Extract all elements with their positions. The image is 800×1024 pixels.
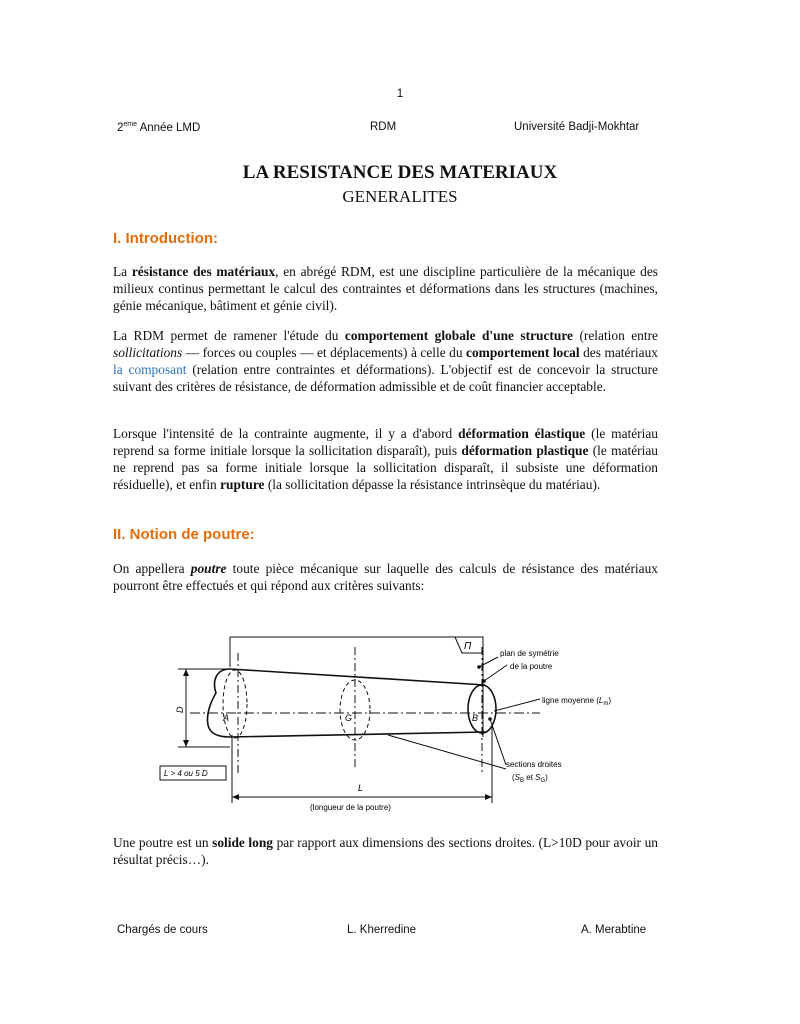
leader-dot: [482, 679, 486, 683]
italic-term: sollicitations: [113, 345, 183, 360]
axis-label: ligne moyenne $(L_m)$: [542, 696, 612, 707]
leader-axis: [494, 699, 540, 711]
pi-label: Π: [464, 641, 472, 652]
text-run: (relation entre contraintes et déformations). L'objectif est de concevoir la structure suivant des critères de résistance, de déformation admissible et de coût financier acceptable.: [113, 362, 658, 394]
header-university: Université Badji-Mokhtar: [514, 121, 640, 133]
page-number: 1: [396, 86, 404, 100]
footer-left: Chargés de cours: [117, 924, 208, 936]
text-run: La RDM permet de ramener l'étude du: [113, 328, 345, 343]
bold-term: déformation élastique: [458, 426, 586, 441]
arrow-up: [183, 669, 189, 676]
bold-term: comportement globale d'une structure: [344, 328, 573, 343]
text-run: La: [113, 264, 132, 279]
text-run: Lorsque l'intensité de la contrainte augmente, il y a d'abord: [113, 426, 459, 441]
header-year-number: 2: [117, 121, 124, 134]
footer-middle: L. Kherredine: [347, 924, 417, 936]
point-g-label: G: [345, 713, 353, 723]
length-symbol: L: [358, 783, 364, 793]
bold-term: rupture: [220, 477, 265, 492]
text-run: — forces ou couples — et déplacements) à celle du: [182, 345, 467, 360]
paragraph-poutre-1: [113, 560, 658, 594]
beam-diagram: [150, 625, 610, 825]
point-b-label: B: [472, 713, 479, 723]
header-year-text: Année LMD: [137, 121, 201, 134]
text-run: (relation entre: [573, 328, 658, 343]
text-run: des matériaux: [579, 345, 658, 360]
text-run: (la sollicitation dépasse la résistance intrinsèque du matériau).: [264, 477, 601, 492]
paragraph-poutre-2: [113, 834, 658, 868]
sections-label-line2: ($S_B$ et $S_G$): [512, 773, 548, 784]
paragraph-intro-1: [113, 263, 658, 314]
header-course: RDM: [370, 121, 397, 133]
section-heading-poutre: II. Notion de poutre:: [113, 526, 255, 543]
bold-italic-term: poutre: [190, 561, 227, 576]
beam-top-edge: [230, 669, 485, 685]
text-run: par rapport aux dimensions des sections droites. (L>10D pour avoir un résultat précis…).: [113, 835, 658, 867]
bold-term: déformation plastique: [461, 443, 589, 458]
point-a-label: A: [223, 713, 230, 723]
header-year: [117, 121, 200, 134]
text-run: (le matériau reprend sa forme initiale lorsque la sollicitation disparaît), puis: [113, 426, 658, 458]
header-year-sup: eme: [123, 121, 138, 128]
bold-term: résistance des matériaux: [131, 264, 276, 279]
leader-dot: [488, 717, 492, 721]
arrow-left: [232, 794, 239, 800]
text-run: (le matériau ne reprend pas sa forme initiale lorsque la sollicitation disparaît, il subsiste une déformation résiduelle), et enfin: [113, 443, 658, 492]
bold-term: solide long: [212, 835, 273, 850]
section-heading-introduction: I. Introduction:: [113, 230, 218, 247]
arrow-right: [485, 794, 492, 800]
arrow-down: [183, 740, 189, 747]
d-label: D: [175, 706, 185, 713]
paragraph-intro-2: [113, 327, 658, 395]
length-caption: (longueur de la poutre): [310, 803, 391, 812]
document-subtitle: GENERALITES: [342, 187, 458, 206]
sections-label-line1: sections droites: [506, 760, 562, 769]
text-run: Une poutre est un: [113, 835, 213, 850]
section-a-ellipse: [223, 670, 247, 738]
document-title: LA RESISTANCE DES MATERIAUX: [242, 162, 558, 183]
symmetry-plane-outline: [230, 637, 483, 737]
leader-plane-2: [484, 665, 507, 681]
ratio-label: L > 4 ou 5 D: [164, 769, 208, 778]
plane-label-line2: de la poutre: [510, 662, 553, 671]
leader-section-g: [388, 735, 506, 769]
plane-label-line1: plan de symétrie: [500, 649, 559, 658]
text-run: , en abrégé RDM, est une discipline particulière de la mécanique des milieux continus permettant le calcul des contraintes et déformations dans les structures (machines, génie mécanique, bâtiment et génie civil).: [113, 264, 658, 313]
beam-bottom-edge: [230, 732, 485, 737]
leader-dot: [477, 665, 481, 669]
text-run: On appellera: [113, 561, 191, 576]
bold-term: comportement local: [466, 345, 580, 360]
footer-right: A. Merabtine: [581, 924, 647, 936]
link-la-composant[interactable]: la composant: [113, 362, 187, 377]
paragraph-intro-3: [113, 425, 658, 493]
text-run: toute pièce mécanique sur laquelle des calculs de résistance des matériaux pourront être effectués et qui répond aux critères suivants:: [113, 561, 658, 593]
